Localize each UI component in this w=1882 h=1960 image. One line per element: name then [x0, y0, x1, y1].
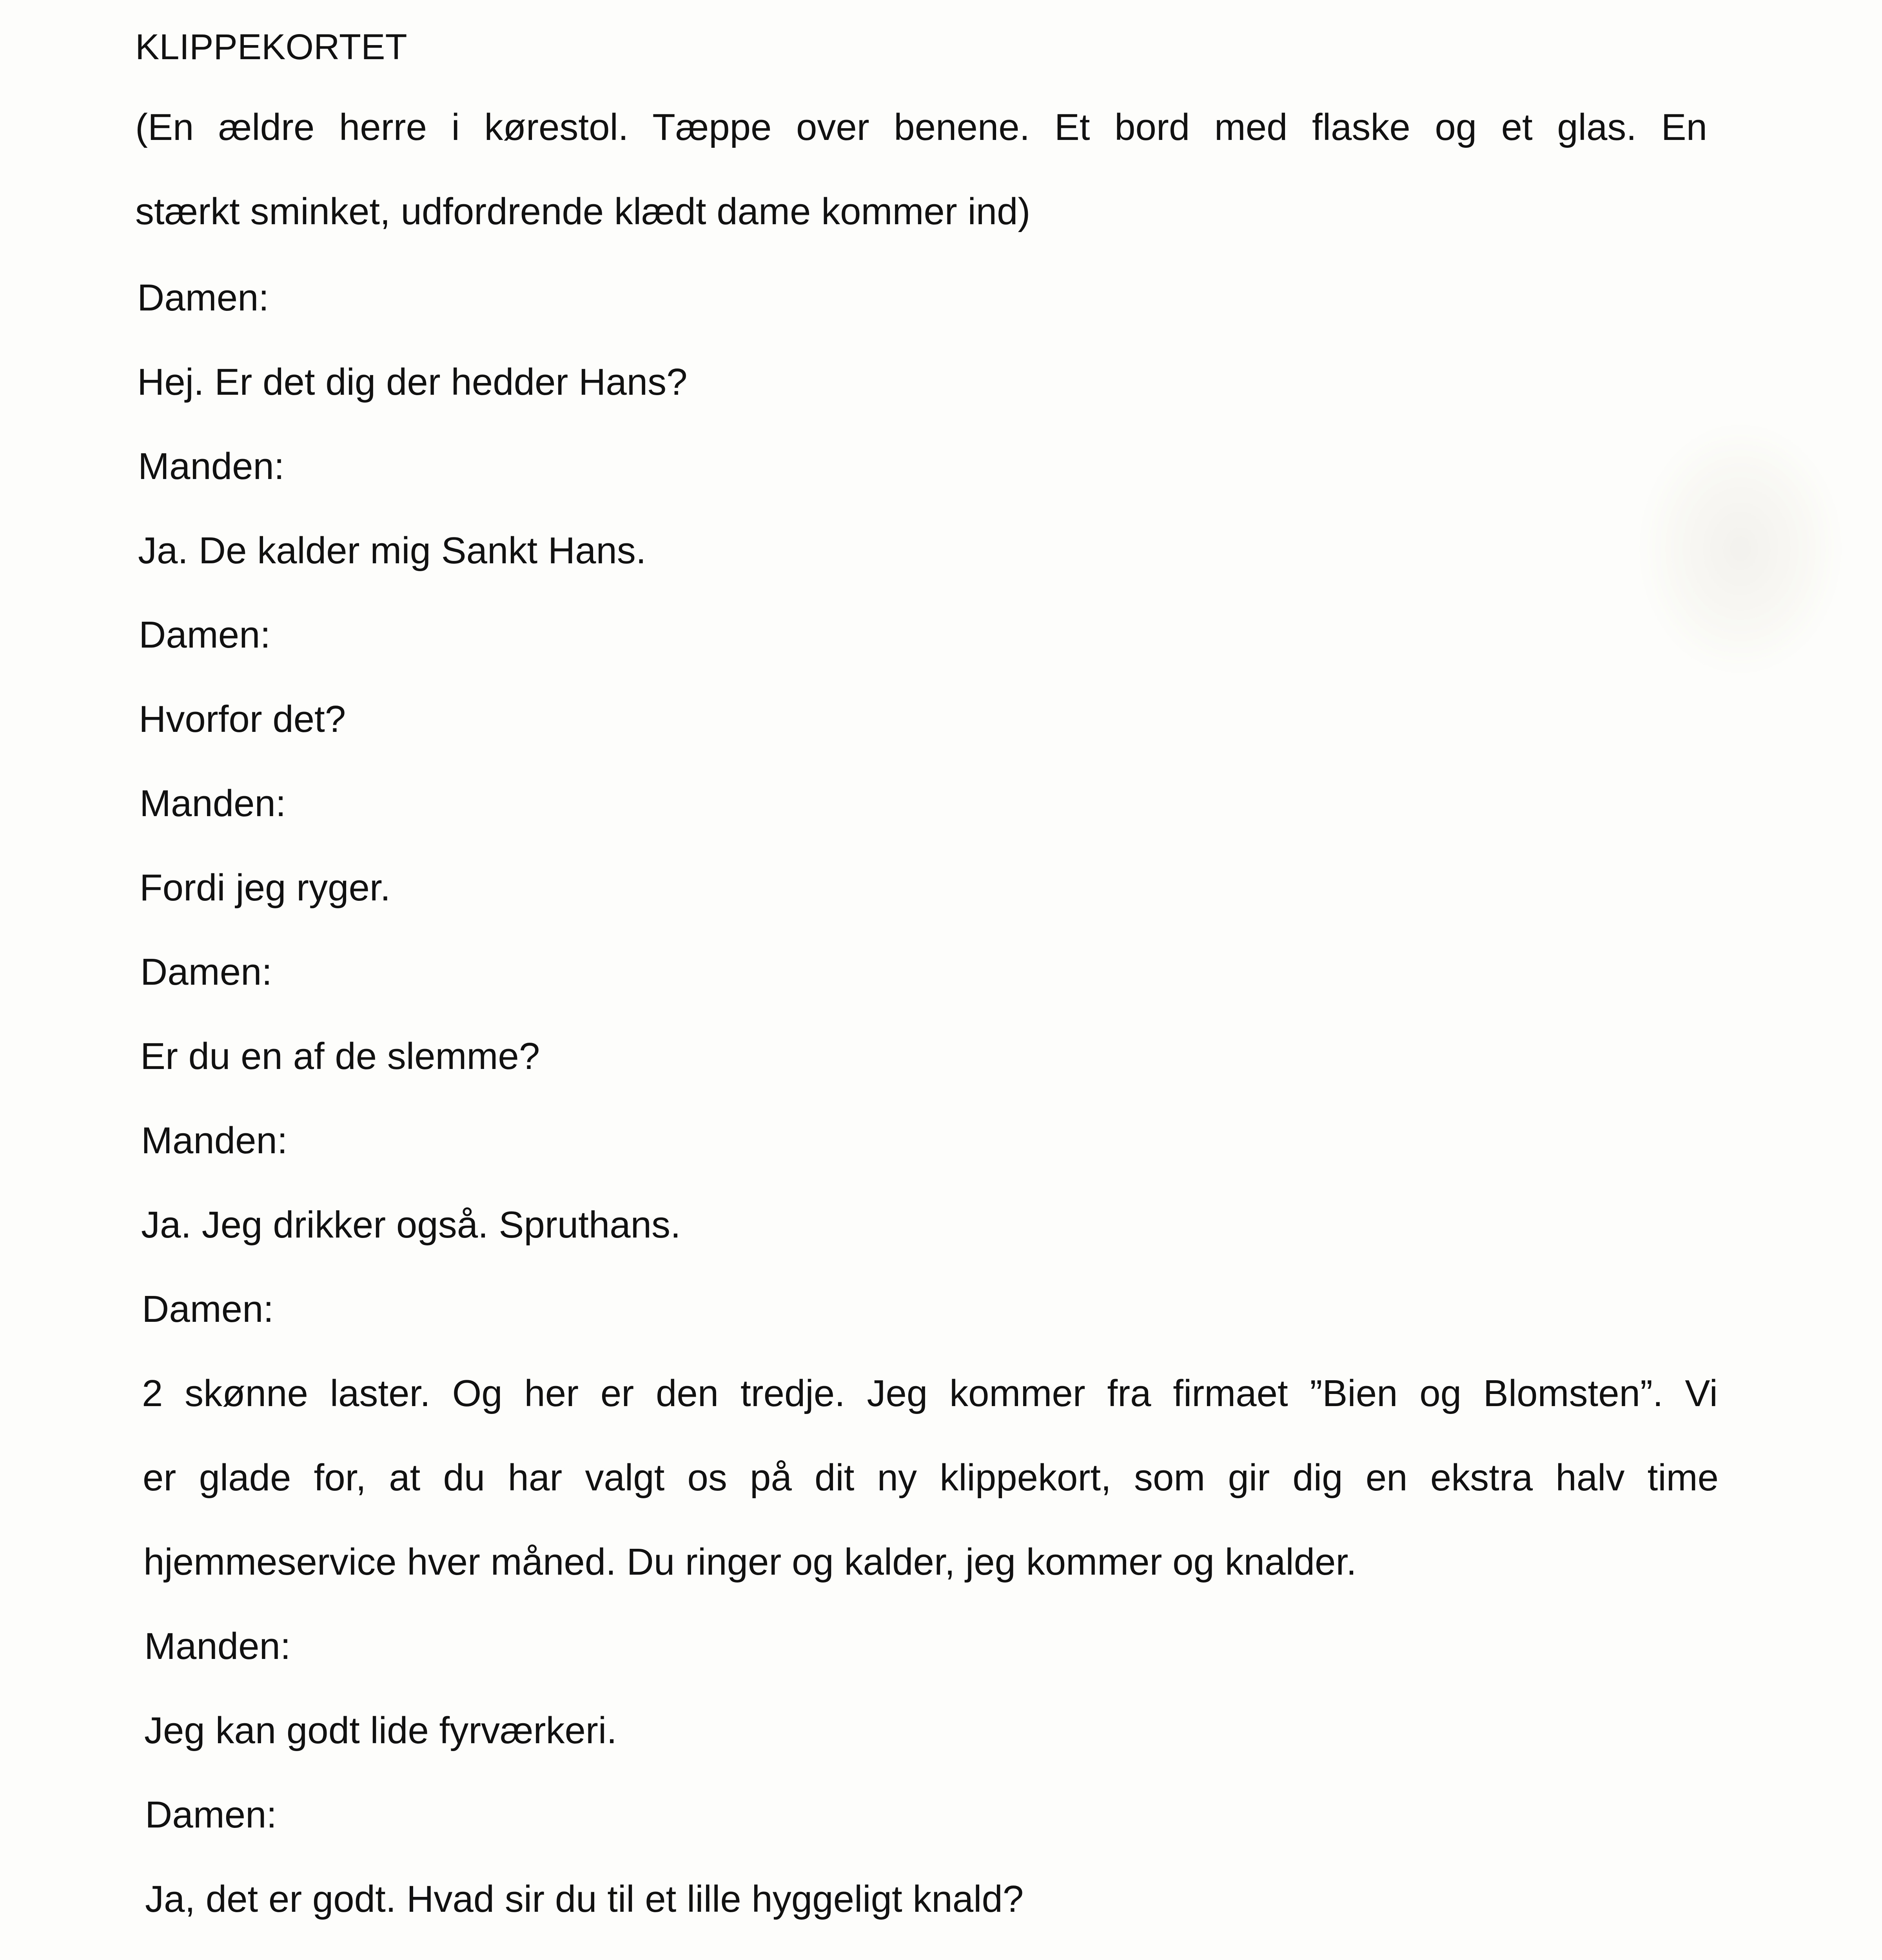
dialogue-line: Hvorfor det? [139, 698, 346, 740]
speaker-label: Damen: [142, 1288, 274, 1330]
dialogue-line: Er du en af de slemme? [140, 1035, 540, 1077]
dialogue-line: Hej. Er det dig der hedder Hans? [137, 361, 688, 403]
stage-direction-line-2: stærkt sminket, udfordrende klædt dame kommer ind) [135, 191, 1031, 232]
dialogue-line: Ja, det er godt. Hvad sir du til et lille hyggeligt knald? [145, 1878, 1024, 1920]
paper-smudge [1639, 423, 1842, 674]
document-title: KLIPPEKORTET [135, 27, 407, 67]
speaker-label: Manden: [144, 1625, 291, 1667]
speaker-label: Manden: [141, 1120, 288, 1161]
dialogue-line: er glade for, at du har valgt os på dit ny klippekort, som gir dig en ekstra halv time [143, 1457, 1719, 1499]
speaker-label: Manden: [140, 782, 286, 824]
dialogue-line: 2 skønne laster. Og her er den tredje. Jeg kommer fra firmaet ”Bien og Blomsten”. Vi [142, 1372, 1718, 1414]
speaker-label: Damen: [137, 277, 269, 319]
speaker-label: Damen: [139, 614, 271, 656]
speaker-label: Damen: [140, 951, 272, 993]
speaker-label: Manden: [138, 445, 285, 487]
dialogue-line: hjemmeservice hver måned. Du ringer og kalder, jeg kommer og knalder. [143, 1541, 1357, 1583]
dialogue-line: Ja. De kalder mig Sankt Hans. [138, 530, 646, 572]
stage-direction-line-1: (En ældre herre i kørestol. Tæppe over benene. Et bord med flaske og et glas. En [135, 106, 1707, 148]
speaker-label: Damen: [145, 1794, 277, 1836]
dialogue-line: Jeg kan godt lide fyrværkeri. [144, 1710, 617, 1751]
dialogue-line: Ja. Jeg drikker også. Spruthans. [141, 1204, 681, 1246]
dialogue-line: Fordi jeg ryger. [140, 867, 391, 909]
